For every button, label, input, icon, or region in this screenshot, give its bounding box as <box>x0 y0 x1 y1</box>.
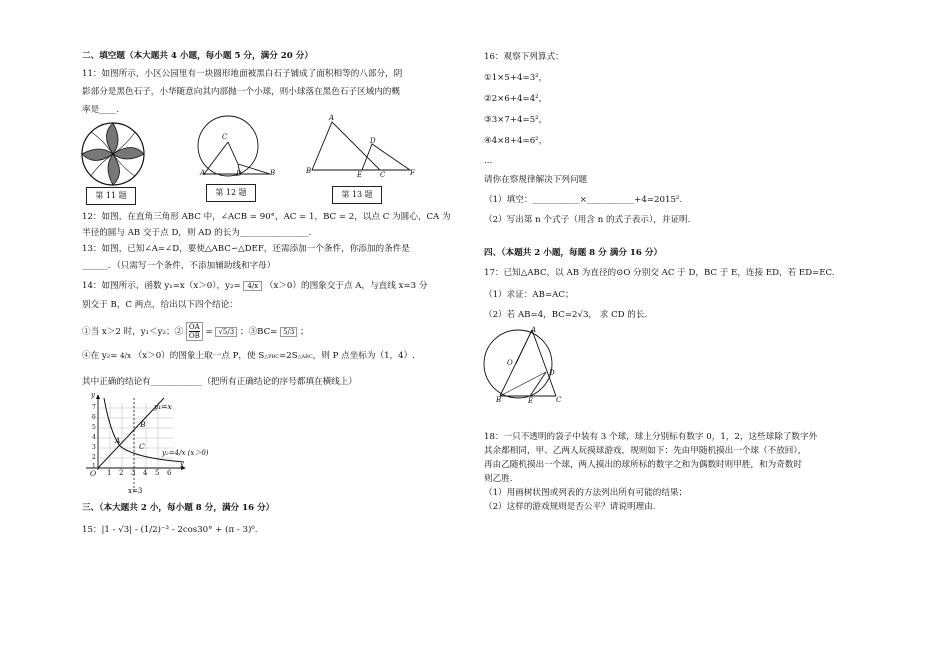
q14-conclusions-123 <box>82 322 309 341</box>
q14-conclusion-4 <box>82 352 415 361</box>
q14-line1-a: 14：如图所示，函数 y₁=x（x＞0），y₂= <box>82 281 241 291</box>
q14-c4-frac: 4/x <box>120 352 131 360</box>
fig17-label-a: A <box>531 326 537 334</box>
graph-x-tick-4: 4 <box>143 469 148 477</box>
q14-frac-4-over-x: 4/x <box>243 281 262 291</box>
q11-line1: 11：如图所示，小区公园里有一块圆形地面被黑白石子铺成了面积相等的八部分，阴 <box>82 69 403 79</box>
figure-11-caption: 第 11 题 <box>86 187 136 205</box>
section-3-title: 三、（本大题共 2 小，每小题 8 分，满分 16 分） <box>82 503 275 513</box>
q12-line1: 12：如图，在直角三角形 ABC 中，∠ACB = 90°，AC = 1，BC = 2，以点 C 为圆心，CA 为 <box>82 212 451 222</box>
section-4-title: 四、（本题共 2 小题，每题 8 分 满分 16 分） <box>484 248 663 258</box>
q18-line2: 其余都相同，甲、乙两人玩摸球游戏，规则如下：先由甲随机摸出一个球（不放回）， <box>484 446 807 456</box>
q11-line3: 率是____. <box>82 105 120 115</box>
q14-c3: ；③BC= <box>239 327 278 337</box>
fig12-label-d: D <box>236 170 242 178</box>
q11-line2: 影部分是黑色石子，小华随意向其内部抛一个小球，则小球落在黑色石子区域内的概 <box>82 87 400 97</box>
fig13-label-f: F <box>410 169 415 177</box>
q14-c1-mid: = <box>205 327 216 337</box>
figure-17-diagram <box>480 324 570 404</box>
section-2-title: 二、填空题（本大题共 4 小题，每小题 5 分，满分 20 分） <box>82 51 313 61</box>
graph-y-tick-4: 4 <box>92 434 96 441</box>
graph-x-tick-6: 6 <box>167 469 172 477</box>
q14-frac-5-3: 5/3 <box>280 327 297 337</box>
fig17-label-d: D <box>549 369 555 377</box>
graph-y-tick-6: 6 <box>92 414 96 421</box>
q14-c4-sub2: △ABC <box>297 354 313 360</box>
q13-line1: 13：如图，已知∠A=∠D，要使△ABC∽△DEF，还需添加一个条件，你添加的条件是 <box>82 244 410 254</box>
q14-frac-sqrt5-3: √5/3 <box>215 327 237 337</box>
fig12-label-a: A <box>200 169 206 177</box>
q14-c4-c: =2S <box>279 351 298 361</box>
q16-part-1: （1）填空：___________×___________+4=2015². <box>484 195 683 205</box>
q14-frac-oa: OA <box>188 323 200 331</box>
q14-frac-ob: OB <box>188 332 200 340</box>
graph-y2-frac: 4/x <box>174 449 186 457</box>
graph-y-tick-3: 3 <box>92 444 96 451</box>
q14-answer-line: 其中正确的结论有____________（把所有正确结论的序号都填在横线上） <box>82 377 358 387</box>
q14-c4-d: ，则 P 点坐标为（1，4）. <box>312 351 415 361</box>
q18-line4: 则乙胜. <box>484 474 513 484</box>
fig13-label-e: E <box>357 171 363 179</box>
graph-y2-name: y₂= <box>162 449 175 457</box>
figure-13-caption: 第 13 题 <box>332 186 382 204</box>
graph-a-label: A <box>115 436 121 445</box>
q15-expression: 15：|1 - √3| - (1/2)⁻³ - 2cos30° + (π - 3)⁰. <box>82 525 258 535</box>
fig12-label-b: B <box>270 169 276 177</box>
graph-y1-label: y₁=x <box>154 402 172 411</box>
q17-part-1: （1）求证：AB=AC； <box>484 290 574 300</box>
graph-y-tick-2: 2 <box>92 454 96 461</box>
fig12-label-c: C <box>222 133 228 141</box>
q12-line2: 半径的圆与 AB 交于点 D，则 AD 的长为________________. <box>82 228 312 238</box>
fig17-label-b: B <box>496 396 502 404</box>
graph-x-tick-3: 3 <box>131 469 136 477</box>
fig17-label-c: C <box>556 396 562 404</box>
q16-item-1: ①1×5+4=3²， <box>484 73 548 83</box>
q16-item-3: ③3×7+4=5²， <box>484 115 548 125</box>
graph-x-eq-3-label: x=3 <box>128 487 143 495</box>
q18-line3: 再由乙随机摸出一个球，两人摸出的球所标的数字之和为偶数时则甲胜，和为奇数时 <box>484 460 802 470</box>
graph-y-tick-1: 1 <box>92 463 96 470</box>
q14-line2: 别交于 B，C 两点，给出以下四个结论： <box>82 300 238 310</box>
q14-line1 <box>82 282 427 291</box>
figure-13-diagram <box>310 118 420 178</box>
q14-line1-b: （x＞0）的图象交于点 A，与直线 x=3 分 <box>264 281 428 291</box>
q16-title: 16：观察下列算式： <box>484 52 564 62</box>
fig17-label-e: E <box>528 397 534 405</box>
fig13-label-a: A <box>329 114 335 122</box>
fig13-label-b: B <box>306 167 312 175</box>
graph-x-tick-5: 5 <box>155 469 160 477</box>
q14-c1: ①当 x＞2 时，y₁＜y₂；② <box>82 327 184 337</box>
graph-x-tick-2: 2 <box>119 469 124 477</box>
q17-line1: 17：已知△ABC，以 AB 为直径的⊙O 分别交 AC 于 D，BC 于 E，连接 ED，若 ED=EC. <box>484 268 835 278</box>
q14-function-graph <box>84 392 214 502</box>
q14-frac-oa-ob <box>186 322 203 341</box>
graph-y-tick-7: 7 <box>92 404 96 411</box>
graph-y2-cond: (x＞0) <box>187 449 209 457</box>
q14-c4-sub1: △PBC <box>264 354 280 360</box>
graph-y2-label <box>162 450 209 457</box>
q14-c3-tail: ； <box>300 327 309 337</box>
figure-12-caption: 第 12 题 <box>206 184 256 202</box>
graph-y-axis-label: y <box>91 391 95 399</box>
graph-c-label: C <box>139 442 145 451</box>
q16-part-2: （2）写出第 n 个式子（用含 n 的式子表示），并证明. <box>484 215 691 225</box>
fig13-label-d: D <box>370 137 376 145</box>
figure-11-pinwheel <box>80 121 146 187</box>
q17-part-2: （2）若 AB=4，BC=2√3， 求 CD 的长. <box>484 310 648 320</box>
graph-origin-label: O <box>90 469 97 478</box>
q18-part-1: （1）用画树状图或列表的方法列出所有可能的结果； <box>484 488 688 498</box>
q18-part-2: （2）这样的游戏规则是否公平？请说明理由. <box>484 502 656 512</box>
q16-item-4: ④4×8+4=6²， <box>484 136 548 146</box>
q18-line1: 18：一只不透明的袋子中装有 3 个球，球上分别标有数字 0，1，2，这些球除了数字外 <box>484 432 818 442</box>
q16-ellipsis: ... <box>484 156 493 166</box>
graph-x-axis-label: x <box>180 461 184 469</box>
fig13-label-c: C <box>380 171 386 179</box>
q14-c4-b: （x＞0）的图象上取一点 P，使 S <box>133 351 265 361</box>
graph-x-tick-1: 1 <box>107 469 112 477</box>
q14-c4-a: ④在 y₂= <box>82 351 118 361</box>
q16-ask: 请你在察规律解决下列问题 <box>484 175 588 185</box>
q13-line2: ______．（只需写一个条件，不添加辅助线和字母） <box>82 261 276 271</box>
graph-b-label: B <box>140 420 146 429</box>
graph-y-tick-5: 5 <box>92 424 96 431</box>
fig17-label-o: O <box>507 359 513 367</box>
q16-item-2: ②2×6+4=4²， <box>484 94 548 104</box>
